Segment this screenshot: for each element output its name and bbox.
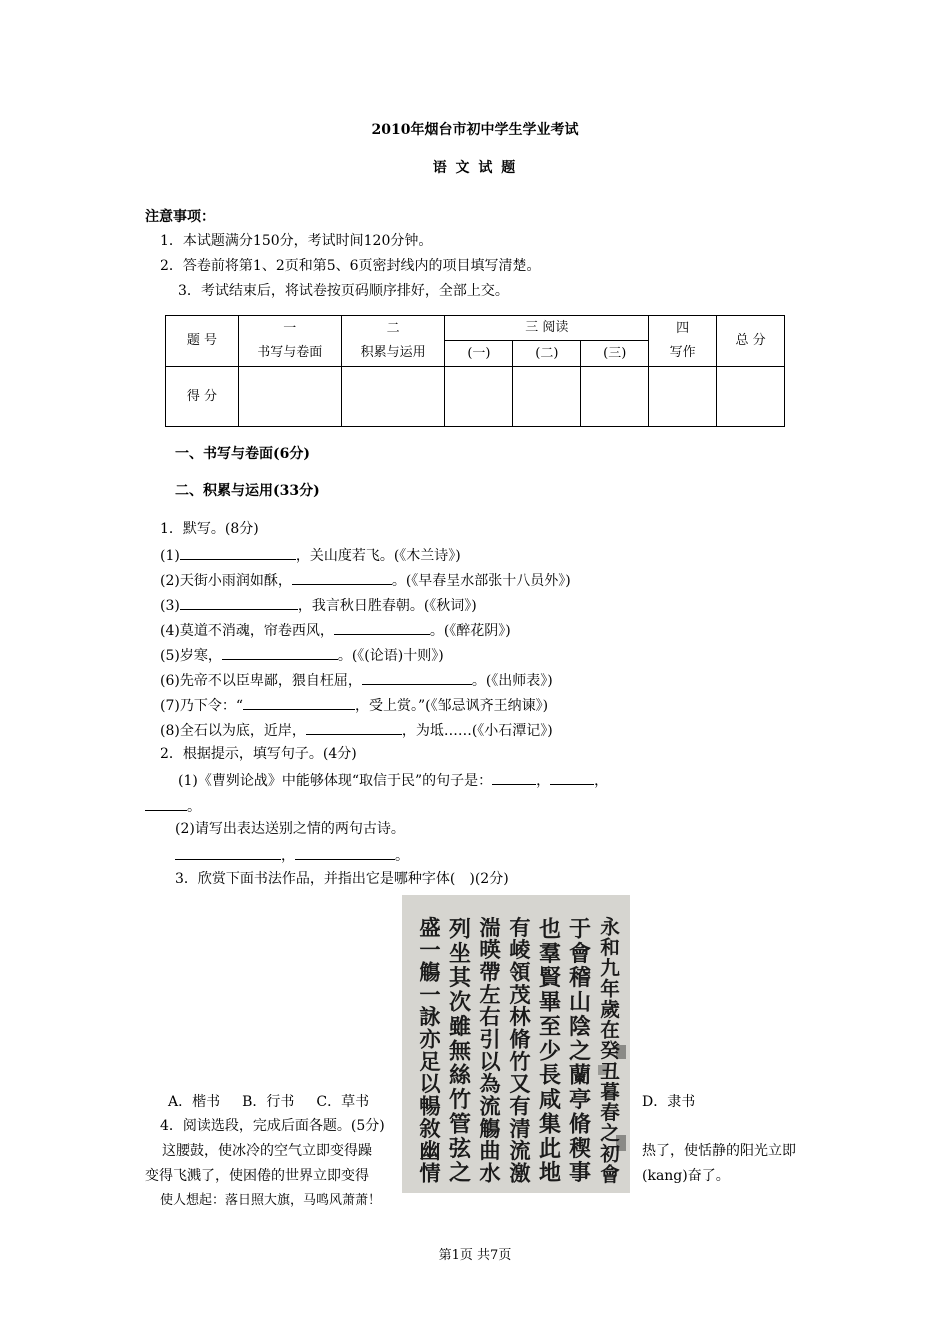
note-item-1: 1．本试题满分150分，考试时间120分钟。 [160,233,433,249]
calligraphy-artwork [402,895,630,1193]
col-4-number: 四 [676,321,690,336]
period: 。 [187,799,201,815]
answer-blank[interactable] [362,670,472,685]
score-table-col-total: 总 分 [717,316,785,367]
q3-stem: 3．欣赏下面书法作品，并指出它是哪种字体( )(2分) [175,871,509,887]
section-2-heading: 二、积累与运用(33分) [175,483,320,499]
score-cell[interactable] [445,367,513,427]
score-table-sub-2: (二) [513,341,581,367]
calligraphy-column: 盛一觴一詠亦足以暢敘幽情 [419,915,441,1187]
answer-blank[interactable] [145,796,187,811]
q1-item-4 [160,620,511,640]
score-table-sub-3: (三) [581,341,649,367]
q3-options-left [168,1093,369,1111]
calligraphy-column: 湍暎帶左右引以為流觴曲水 [479,915,501,1187]
comma: ， [281,848,295,864]
option-a[interactable]: A．楷书 [168,1094,221,1110]
q1-item-8 [160,720,553,740]
col-1-number: 一 [283,321,297,336]
q1-item-8-suffix: ，为坻……(《小石潭记》) [401,723,553,739]
q4-passage-line-1-right: 热了，使恬静的阳光立即 [642,1143,796,1159]
q1-item-1-suffix: ，关山度若飞。(《木兰诗》) [295,548,461,564]
score-cell[interactable] [581,367,649,427]
option-b[interactable]: B．行书 [242,1094,295,1110]
q1-item-4-suffix: 。(《醉花阴》) [429,623,511,639]
q1-item-6 [160,670,553,690]
answer-blank[interactable] [175,845,281,860]
q4-passage-line-2-left: 变得飞溅了，使困倦的世界立即变得 [145,1168,369,1184]
score-table-col-4 [649,316,717,367]
option-c[interactable]: C．草书 [316,1094,370,1110]
option-d[interactable]: D．隶书 [642,1094,696,1110]
score-cell[interactable] [238,367,341,427]
q1-item-4-prefix: (4)莫道不消魂，帘卷西风， [160,623,334,639]
score-cell[interactable] [341,367,445,427]
q1-item-1 [160,545,461,565]
q1-item-5 [160,645,444,665]
q1-item-3-suffix: ，我言秋日胜春朝。(《秋词》) [297,598,477,614]
notes-heading: 注意事项： [145,209,215,225]
q2-part-1-continued [145,796,201,816]
score-table-col-1 [238,316,341,367]
section-1-heading: 一、书写与卷面(6分) [175,446,310,462]
score-table-header-label: 题 号 [166,316,239,367]
period: 。 [395,848,409,864]
note-item-2: 2．答卷前将第1、2页和第5、6页密封线内的项目填写清楚。 [160,258,541,274]
calligraphy-column: 也羣賢畢至少長咸集此地 [538,917,562,1187]
score-cell[interactable] [513,367,581,427]
calligraphy-image [402,895,630,1193]
q2-stem: 2．根据提示，填写句子。(4分) [160,746,357,762]
col-2-number: 二 [386,321,400,336]
col-4-name: 写作 [669,345,696,360]
score-cell[interactable] [649,367,717,427]
answer-blank[interactable] [334,620,430,635]
col-1-name: 书写与卷面 [257,345,323,360]
answer-blank[interactable] [180,595,298,610]
score-cell[interactable] [717,367,785,427]
calligraphy-column: 有崚領茂林脩竹又有清流激 [509,915,531,1187]
calligraphy-column: 永和九年歲在癸丑暮春之初會 [600,915,620,1186]
answer-blank[interactable] [222,645,338,660]
q1-item-6-suffix: 。(《出师表》) [471,673,553,689]
answer-blank[interactable] [295,845,395,860]
page-subtitle: 语 文 试 题 [432,160,518,176]
answer-blank[interactable] [492,770,536,785]
answer-blank[interactable] [292,570,392,585]
comma: ， [536,773,551,789]
q1-item-3-prefix: (3) [160,598,180,614]
q2-part-2-answers [175,845,409,865]
q2-part-1-text: (1)《曹刿论战》中能够体现“取信于民”的句子是： [178,773,493,789]
q4-passage-line-2-right: (kang)奋了。 [642,1168,730,1184]
q1-item-8-prefix: (8)全石以为底，近岸， [160,723,306,739]
col-2-name: 积累与运用 [360,345,426,360]
score-table-sub-1: (一) [445,341,513,367]
answer-blank[interactable] [243,695,355,710]
q1-item-6-prefix: (6)先帝不以臣卑鄙，猥自枉屈， [160,673,362,689]
q1-item-7-prefix: (7)乃下令：“ [160,698,243,714]
answer-blank[interactable] [550,770,594,785]
q2-part-1 [178,770,608,790]
calligraphy-column: 列坐其次雖無絲竹管弦之 [448,917,472,1187]
score-table-col-3: 三 阅读 [445,316,649,341]
q4-passage-line-1-left: 这腰鼓，使冰冷的空气立即变得躁 [162,1143,372,1159]
q1-item-2-suffix: 。(《早春呈水部张十八员外》) [391,573,571,589]
answer-blank[interactable] [180,545,296,560]
q1-item-2 [160,570,571,590]
q1-item-7-suffix: ，受上赏。”(《邹忌讽齐王纳谏》) [355,698,549,714]
score-table-row-label: 得 分 [166,367,239,427]
answer-blank[interactable] [306,720,402,735]
q1-stem: 1．默写。(8分) [160,521,259,537]
comma: ， [594,773,609,789]
q1-item-5-suffix: 。(《(论语)十则》) [337,648,444,664]
q4-stem: 4．阅读选段，完成后面各题。(5分) [160,1118,385,1134]
q1-item-7 [160,695,548,715]
q2-part-2-text: (2)请写出表达送别之情的两句古诗。 [175,821,405,837]
q1-item-5-prefix: (5)岁寒， [160,648,222,664]
q1-item-3 [160,595,477,615]
calligraphy-column: 于會稽山陰之蘭亭脩稧事 [568,917,592,1187]
score-table-col-2 [341,316,445,367]
note-item-3: 3．考试结束后，将试卷按页码顺序排好，全部上交。 [178,283,509,299]
score-table [165,315,785,427]
page-number: 第1页 共7页 [438,1248,512,1263]
q1-item-2-prefix: (2)天街小雨润如酥， [160,573,292,589]
page-title: 2010年烟台市初中学生学业考试 [371,122,579,138]
q1-item-1-prefix: (1) [160,548,180,564]
q4-passage-line-3: 使人想起：落日照大旗，马鸣风萧萧！ [160,1193,382,1208]
